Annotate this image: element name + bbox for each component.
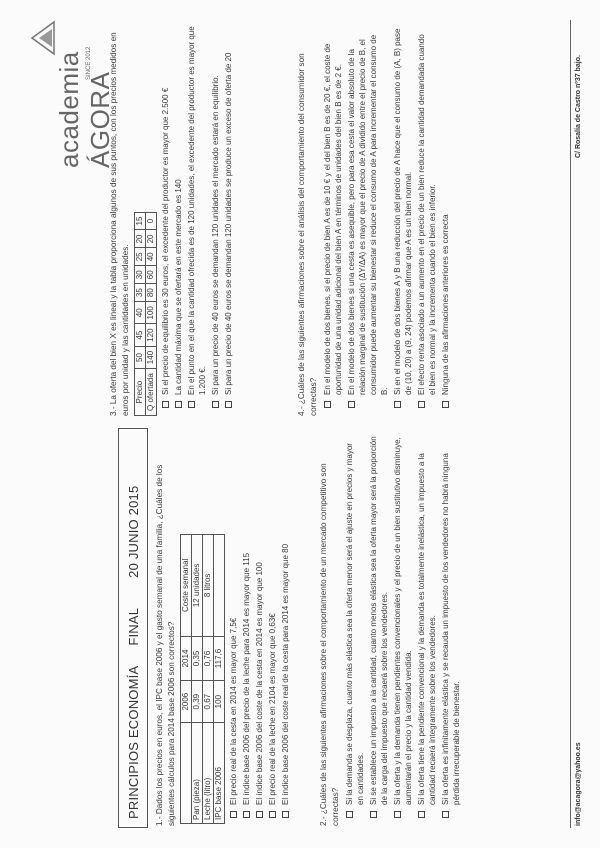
table-cell: Leche (litro)	[203, 723, 214, 824]
answer-checkbox[interactable]	[418, 811, 425, 818]
answer-option-text: El precio real de la leche en 2104 es mayor que 0,63€	[268, 613, 277, 805]
answer-option	[280, 436, 291, 818]
table-cell	[181, 723, 192, 824]
table-header-row	[181, 535, 192, 824]
table-cell: 15	[135, 212, 146, 230]
answer-checkbox[interactable]	[394, 401, 401, 408]
answer-option-text: Si la demanda se desplaza, cuanto más elástica sea la oferta menor será el ajuste en precios y mayor en cantidades.	[345, 443, 365, 805]
answer-option	[160, 26, 171, 408]
answer-option	[223, 26, 234, 408]
table-cell: 0,76	[203, 636, 214, 681]
table-cell: 2014	[181, 636, 192, 681]
exam-type: FINAL	[125, 607, 141, 646]
answer-checkbox[interactable]	[324, 401, 331, 408]
table-cell: 0	[146, 212, 157, 230]
exam-date: 20 JUNIO 2015	[125, 485, 141, 578]
answer-checkbox[interactable]	[442, 401, 449, 408]
question-2-text: 2.- ¿Cuáles de las siguientes afirmaciones sobre el comportamiento de un mercado competitivo son correctas?	[319, 463, 340, 826]
question-1-text: 1.- Dados los precios en euros, el IPC base 2006 y el gasto semanal de una familia, ¿Cuáles de los siguientes cálculos para 2014 base 2006 son correctos?	[155, 464, 176, 826]
table-cell: 117,6	[214, 636, 225, 681]
exam-title-box	[118, 428, 148, 828]
answer-checkbox[interactable]	[230, 811, 237, 818]
footer-address: C/ Rosalía de Castro nº37 bajo.	[575, 55, 582, 158]
answer-option	[392, 26, 414, 408]
answer-option-text: El efecto renta asociado a un aumento en el precio de un bien reduce la cantidad demandada cuando el bien es normal y la incrementa cuando el bien es inferior.	[417, 34, 437, 395]
answer-checkbox[interactable]	[175, 401, 182, 408]
table-cell	[214, 535, 225, 637]
answer-option	[241, 436, 252, 818]
answer-checkbox[interactable]	[282, 811, 289, 818]
answer-option-text: El índice base 2006 del precio de la leche para 2014 es mayor que 115	[242, 552, 251, 805]
logo-text: academia ÁGORA	[54, 51, 115, 168]
answer-option-text: Si para un precio de 40 euros se demandan 120 unidades se produce un exceso de oferta de 20	[224, 52, 233, 395]
table-row	[192, 535, 203, 824]
answer-option	[368, 436, 390, 818]
answer-checkbox[interactable]	[370, 811, 377, 818]
answer-checkbox[interactable]	[225, 401, 232, 408]
table-cell: 8 litros	[203, 535, 214, 637]
table-cell: 35	[135, 284, 146, 302]
answer-option-text: La cantidad máxima que se ofertará en este mercado es 140	[174, 179, 183, 395]
answer-option-text: Si el precio de equilibrio es 30 euros, el excedente del productor es mayor que 2.500 €	[161, 87, 170, 395]
question-3-text: 3.- La oferta del bien X es lineal y la tabla proporciona algunos de sus puntos, con los precios medidos en euros por unidad y las cantidades en unidades.	[109, 32, 130, 416]
question-1-options	[228, 436, 291, 818]
answer-checkbox[interactable]	[188, 401, 195, 408]
table-cell: Pan (pieza)	[192, 723, 203, 824]
table-row	[135, 212, 146, 415]
answer-checkbox[interactable]	[256, 811, 263, 818]
question-1	[154, 436, 291, 826]
table-cell: 50	[135, 346, 146, 368]
table-cell: 0,67	[203, 681, 214, 723]
answer-option	[440, 26, 451, 408]
question-4-options	[322, 26, 451, 408]
table-cell: 140	[146, 346, 157, 368]
table-cell: 100	[214, 681, 225, 723]
table-cell: 80	[146, 284, 157, 302]
table-cell: 30	[135, 266, 146, 284]
question-4	[296, 26, 451, 416]
answer-option	[267, 436, 278, 818]
table-cell: 0,39	[192, 681, 203, 723]
question-3-options	[160, 26, 234, 408]
table-cell: 12 unidades	[192, 535, 203, 637]
answer-checkbox[interactable]	[212, 401, 219, 408]
answer-option	[346, 26, 390, 408]
answer-option	[186, 26, 208, 408]
table-cell: 20	[146, 230, 157, 248]
answer-option	[440, 436, 462, 818]
answer-checkbox[interactable]	[418, 401, 425, 408]
answer-option-text: En el modelo de dos bienes si una cesta es asequible, pero para esa cesta el valor absoluto de la relación marginal de sustitución (ΔY/ΔA) es mayor que el precio de A dividido entre el precio de B, el consumidor puede aumentar su bienestar si reduce el consumo de A para incrementar el consumo de B.	[347, 34, 389, 395]
answer-option	[344, 436, 366, 818]
answer-option-text: Ninguna de las afirmaciones anteriores es correcta	[441, 214, 450, 395]
table-cell: Precio	[135, 369, 146, 416]
table-cell: 40	[146, 248, 157, 266]
academy-logo	[30, 18, 115, 168]
answer-option	[416, 26, 438, 408]
question-1-table	[180, 534, 225, 824]
answer-option-text: Si la oferta y la demanda tienen pendientes convencionales y el precio de un bien sustitutivo disminuye, aumentarán el precio y la cantidad vendida.	[393, 437, 413, 805]
answer-option-text: El precio real de la cesta en 2014 es mayor que 7,5€	[229, 617, 238, 805]
table-cell: 25	[135, 248, 146, 266]
table-cell: 2006	[181, 681, 192, 723]
answer-checkbox[interactable]	[442, 811, 449, 818]
question-2-options	[344, 436, 462, 818]
answer-option-text: Si se establece un impuesto a la cantidad, cuanto menos elástica sea la oferta mayor será la proporción de la carga del impuesto que recaerá sobre los vendedores.	[369, 436, 389, 805]
answer-checkbox[interactable]	[346, 811, 353, 818]
answer-checkbox[interactable]	[348, 401, 355, 408]
table-cell: 60	[146, 266, 157, 284]
table-cell: 120	[146, 324, 157, 346]
answer-option-text: En el punto en el que la cantidad ofrecida es de 120 unidades, el excedente del productor es mayor que 1.200 €.	[187, 26, 207, 395]
answer-option-text: Si la oferta tiene la pendiente convencional y la demanda es totalmente inelástica, un impuesto a la cantidad recaerá íntegramente sobre los vendedores.	[417, 453, 437, 805]
table-cell: Coste semanal	[181, 535, 192, 637]
answer-option-text: El índice base 2006 del coste de la cesta en 2014 es mayor que 100	[255, 562, 264, 805]
answer-option	[392, 436, 414, 818]
answer-option-text: Si la oferta es infinitamente elástica y se recauda un impuesto de los vendedores no habrá ninguna pérdida irrecuperable de bienestar.	[441, 453, 461, 805]
footer-divider	[570, 20, 571, 828]
answer-option	[254, 436, 265, 818]
question-3-table	[134, 212, 157, 416]
answer-checkbox[interactable]	[243, 811, 250, 818]
answer-option-text: El índice base 2006 del coste real de la cesta para 2014 es mayor que 80	[281, 543, 290, 805]
answer-option	[228, 436, 239, 818]
answer-checkbox[interactable]	[162, 401, 169, 408]
question-3	[108, 26, 234, 416]
table-cell: 40	[135, 302, 146, 324]
answer-option	[210, 26, 221, 408]
footer-email: info@acagora@yahoo.es	[575, 742, 582, 826]
table-row	[214, 535, 225, 824]
question-4-text: 4.- ¿Cuáles de las siguientes afirmaciones sobre el análisis del comportamiento del consumidor son correctas?	[297, 53, 318, 416]
table-cell: IPC base 2006	[214, 723, 225, 824]
logo-tagline: SINCE 2012	[86, 46, 92, 80]
answer-checkbox[interactable]	[269, 811, 276, 818]
answer-option-text: En el modelo de dos bienes, si el precio de bien A es de 10 € y el del bien B es de 20 €, el coste de oportunidad de una unidad adicional del bien A en términos de unidades del bien B es de 2 €.	[323, 43, 343, 395]
table-cell: 20	[135, 230, 146, 248]
answer-option	[416, 436, 438, 818]
logo-mark-icon	[30, 18, 56, 58]
answer-option	[173, 26, 184, 408]
table-cell: Q ofertada	[146, 369, 157, 416]
subject-title: PRINCIPIOS ECONOMÍA	[125, 665, 141, 819]
table-cell: 0,35	[192, 636, 203, 681]
table-row	[146, 212, 157, 415]
answer-option-text: Si para un precio de 40 euros se demandan 120 unidades el mercado estará en equilibrio.	[211, 75, 220, 395]
question-2	[318, 436, 462, 826]
table-cell: 100	[146, 302, 157, 324]
table-cell: 45	[135, 324, 146, 346]
answer-checkbox[interactable]	[394, 811, 401, 818]
table-row	[203, 535, 214, 824]
answer-option	[322, 26, 344, 408]
answer-option-text: Si en el modelo de dos bienes A y B una reducción del precio de A hace que el consumo de (A, B) pase de (10, 20) a (9, 24) podemos afirmar que A es un bien normal.	[393, 28, 413, 395]
